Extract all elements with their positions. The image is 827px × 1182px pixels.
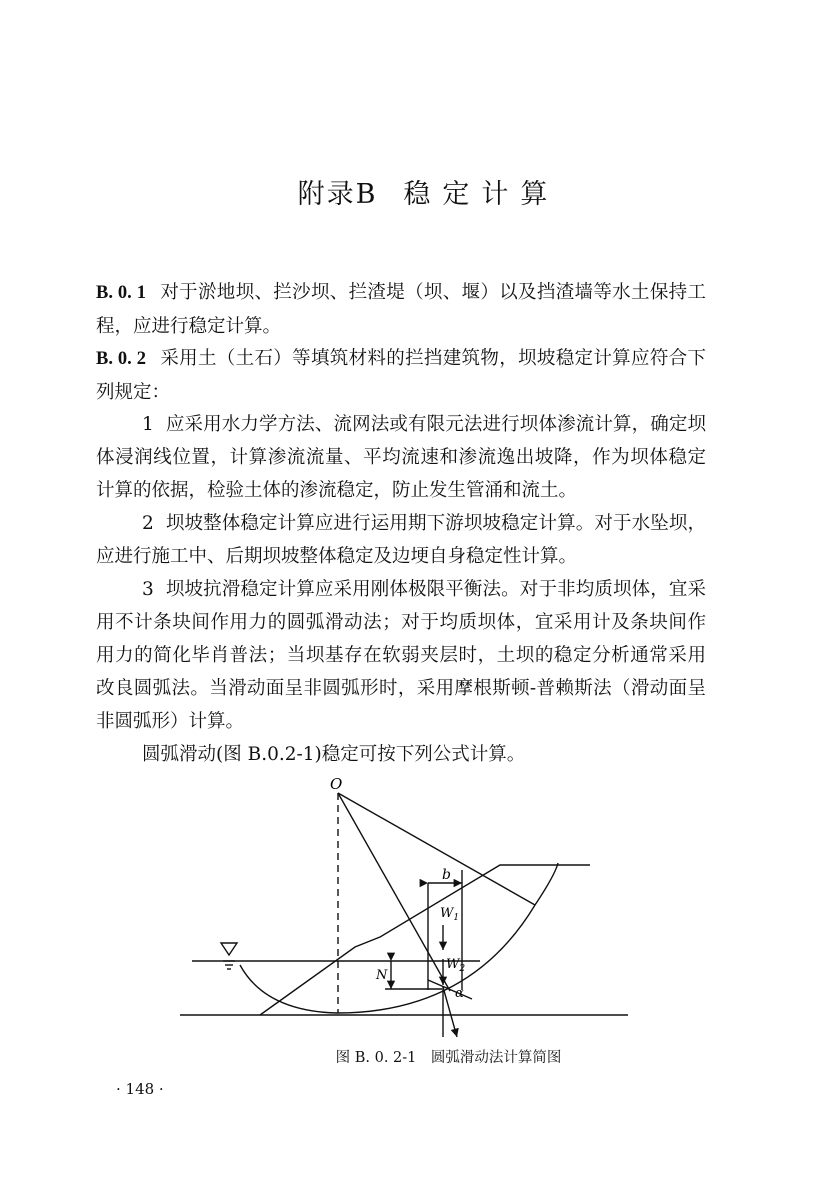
- label-b: b: [442, 867, 451, 883]
- figure-caption: 图 B. 0. 2-1 圆弧滑动法计算简图: [335, 1050, 562, 1066]
- slip-circle-diagram: [180, 775, 640, 1045]
- page-number: · 148 ·: [116, 1080, 164, 1098]
- clause-text: 对于淤地坝、拦沙坝、拦渣堤（坝、堰）以及挡渣墙等水土保持工程，应进行稳定计算。: [96, 282, 706, 337]
- item-number: 3: [142, 579, 154, 600]
- label-alpha: α: [455, 986, 464, 1001]
- dam-slope: [260, 865, 590, 1015]
- clause-b01: [96, 276, 706, 343]
- title-appendix: 附录B: [297, 179, 378, 210]
- item-text: 应采用水力学方法、流网法或有限元法进行坝体渗流计算，确定坝体浸润线位置，计算渗流流量、平均流速和渗流逸出坡降，作为坝体稳定计算的依据，检验土体的渗流稳定，防止发生管涌和流土。: [96, 414, 706, 501]
- title-main: 稳定计算: [403, 179, 560, 210]
- water-level-icon: [221, 943, 237, 955]
- clause-text: 采用土（土石）等填筑材料的拦挡建筑物，坝坡稳定计算应符合下列规定：: [96, 348, 706, 403]
- page-title: [0, 172, 827, 211]
- slip-arc: [240, 863, 558, 1013]
- radius-line-1: [338, 793, 535, 905]
- label-w2: $W_2$: [446, 957, 466, 974]
- item-1: [96, 408, 706, 507]
- item-number: 1: [142, 414, 154, 435]
- label-o: O: [330, 775, 343, 793]
- item-text: 坝坡抗滑稳定计算应采用刚体极限平衡法。对于非均质坝体，宜采用不计条块间作用力的圆弧滑动法；对于均质坝体，宜采用计及条块间作用力的简化毕肖普法；当坝基存在软弱夹层时，土坝的稳定分析通常采用改良圆弧法。当滑动面呈非圆弧形时，采用摩根斯顿-普赖斯法（滑动面呈非圆弧形）计算。: [96, 579, 706, 732]
- item-3: [96, 573, 706, 738]
- clause-number: B. 0. 2: [96, 349, 146, 369]
- item-number: 2: [142, 513, 154, 534]
- clause-b02: [96, 342, 706, 409]
- item-text: 坝坡整体稳定计算应进行运用期下游坝坡稳定计算。对于水坠坝，应进行施工中、后期坝坡整体稳定及边埂自身稳定性计算。: [96, 513, 706, 567]
- clause-number: B. 0. 1: [96, 283, 146, 303]
- label-w1: $W_1$: [440, 906, 460, 923]
- item-2: [96, 507, 706, 573]
- label-n: N: [376, 968, 388, 983]
- formula-intro: 圆弧滑动(图 B.0.2-1)稳定可按下列公式计算。: [142, 744, 526, 765]
